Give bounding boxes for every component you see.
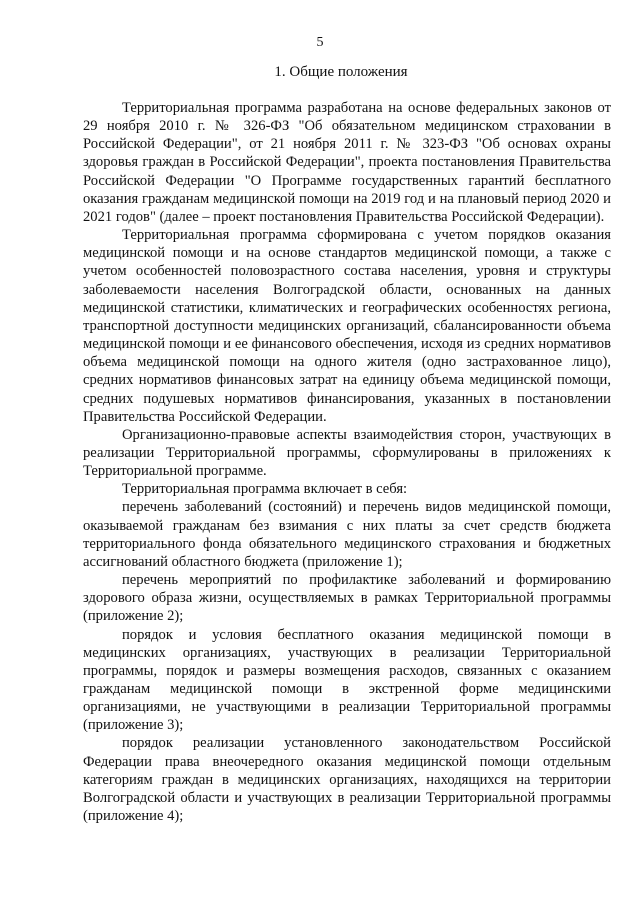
paragraph-program-basis: Территориальная программа разработана на основе федеральных законов от 29 ноября 2010 г. № 326-ФЗ "Об обязательном медицинском страховании в Российской Федерации", от 21 ноября 2011 г. № 323-ФЗ "Об основах охраны здоровья граждан в Российской Федерации", проекта постановления Правительства Российской Федерации "О Программе государственных гарантий бесплатного оказания гражданам медицинской помощи на 2019 год и на плановый период 2020 и 2021 годов" (далее – проект постановления Правительства Российской Федерации). xyxy=(83,100,611,225)
paragraph-program-includes: Территориальная программа включает в себя: xyxy=(122,481,408,498)
page-number: 5 xyxy=(316,35,324,50)
paragraph-program-formation: Территориальная программа сформирована с учетом порядков оказания медицинской помощи и на основе стандартов медицинской помощи, а также с учетом особенностей половозрастного состава населения, уровня и структуры заболеваемости населения Волгоградской области, основанных на данных медицинской статистики, климатических и географических особенностях региона, транспортной доступности медицинских организаций, сбалансированности объема медицинской помощи и ее финансового обеспечения, исходя из средних нормативов объема медицинской помощи на одного жителя (одно застрахованное лицо), средних нормативов финансовых затрат на единицу объема медицинской помощи, средних подушевых нормативов финансирования, указанных в постановлении Правительства Российской Федерации. xyxy=(83,227,611,425)
list-item-appendix-1: перечень заболеваний (состояний) и перечень видов медицинской помощи, оказываемой гражданам без взимания с них платы за счет средств бюджета территориального фонда обязательного медицинского страхования и бюджетных ассигнований областного бюджета (приложение 1); xyxy=(83,499,611,570)
section-title: 1. Общие положения xyxy=(274,64,408,80)
list-item-appendix-4: порядок реализации установленного законодательством Российской Федерации права внеочередного оказания медицинской помощи отдельным категориям граждан в медицинских организациях, находящихся на территории Волгоградской области и участвующих в реализации Территориальной программы (приложение 4); xyxy=(83,735,611,825)
body-text xyxy=(83,99,611,825)
paragraph-organizational-aspects: Организационно-правовые аспекты взаимодействия сторон, участвующих в реализации Территориальной программы, сформулированы в приложениях к Территориальной программе. xyxy=(83,426,611,480)
list-item-appendix-3: порядок и условия бесплатного оказания медицинской помощи в медицинских организациях, участвующих в реализации Территориальной программы, порядок и размеры возмещения расходов, связанных с оказанием гражданам медицинской помощи в экстренной форме медицинскими организациями, не участвующими в реализации Территориальной программы (приложение 3); xyxy=(83,626,611,734)
list-item-appendix-2: перечень мероприятий по профилактике заболеваний и формированию здорового образа жизни, осуществляемых в рамках Территориальной программы (приложение 2); xyxy=(83,572,611,625)
